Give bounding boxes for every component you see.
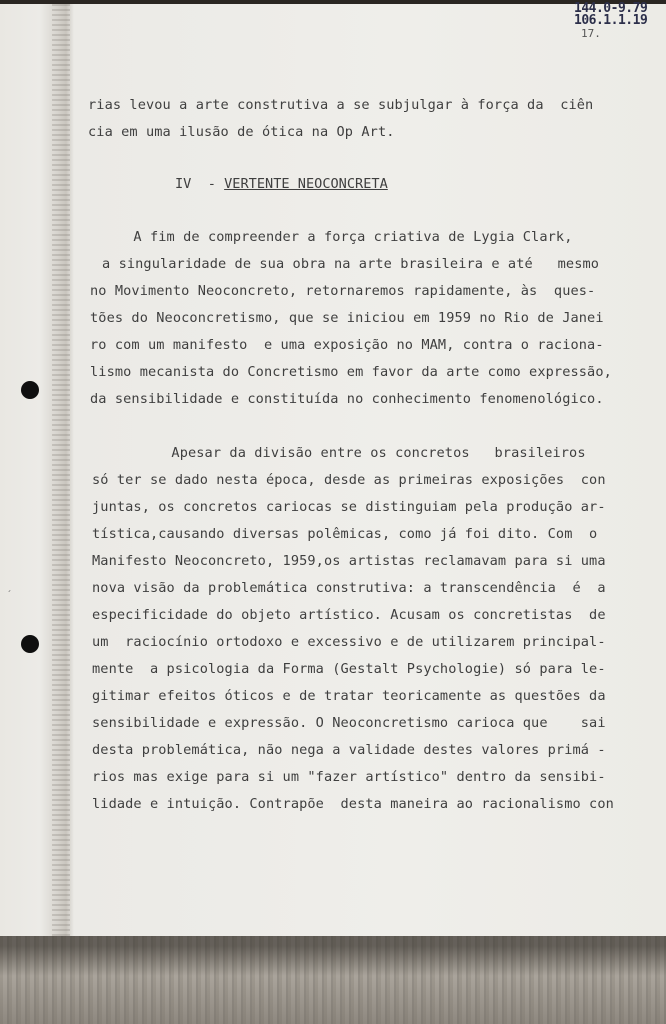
text-line: nova visão da problemática construtiva: a transcendência é a [92, 580, 606, 596]
text-line: tões do Neoconcretismo, que se iniciou em 1959 no Rio de Janei [90, 310, 604, 326]
text-line: tística,causando diversas polêmicas, como já foi dito. Com o [92, 526, 598, 542]
text-line: mente a psicologia da Forma (Gestalt Psychologie) só para le- [92, 661, 606, 677]
text-line: da sensibilidade e constituída no conhecimento fenomenológico. [90, 391, 604, 407]
text-line: lidade e intuição. Contrapõe desta maneira ao racionalismo con [92, 796, 614, 812]
section-number: IV - [175, 176, 216, 192]
text-line: juntas, os concretos cariocas se distinguiam pela produção ar- [92, 499, 606, 515]
text-line: Apesar da divisão entre os concretos brasileiros [130, 445, 586, 461]
text-line: rias levou a arte construtiva a se subjulgar à força da ciên [88, 97, 594, 113]
text-line: sensibilidade e expressão. O Neoconcretismo carioca que sai [92, 715, 606, 731]
binding-shadow [52, 4, 70, 936]
text-line: só ter se dado nesta época, desde as primeiras exposições con [92, 472, 606, 488]
text-line: especificidade do objeto artístico. Acusam os concretistas de [92, 607, 606, 623]
text-line: A fim de compreender a força criativa de Lygia Clark, [92, 229, 573, 245]
text-line: desta problemática, não nega a validade destes valores primá - [92, 742, 606, 758]
text-line: cia em uma ilusão de ótica na Op Art. [88, 124, 395, 140]
archive-number-line2: 106.1.1.19 [574, 13, 648, 28]
section-title: VERTENTE NEOCONCRETA [224, 176, 388, 192]
text-line: a singularidade de sua obra na arte brasileira e até mesmo [102, 256, 600, 272]
text-line: rios mas exige para si um "fazer artístico" dentro da sensibi- [92, 769, 606, 785]
text-line: no Movimento Neoconcreto, retornaremos rapidamente, às ques- [90, 283, 596, 299]
text-line: um raciocínio ortodoxo e excessivo e de utilizarem principal- [92, 634, 606, 650]
punch-hole [21, 381, 39, 399]
page-number: 17. [581, 27, 601, 40]
punch-hole [21, 635, 39, 653]
section-heading [175, 176, 388, 192]
scan-bottom-edge [0, 936, 666, 1024]
text-line: ro com um manifesto e uma exposição no MAM, contra o raciona- [90, 337, 604, 353]
text-line: lismo mecanista do Concretismo em favor da arte como expressão, [90, 364, 612, 380]
archive-number-line1: 144.0-9.79 [574, 1, 648, 16]
text-line: gitimar efeitos óticos e de tratar teoricamente as questões da [92, 688, 606, 704]
margin-mark: ´ [6, 590, 13, 601]
text-line: Manifesto Neoconcreto, 1959,os artistas reclamavam para si uma [92, 553, 606, 569]
